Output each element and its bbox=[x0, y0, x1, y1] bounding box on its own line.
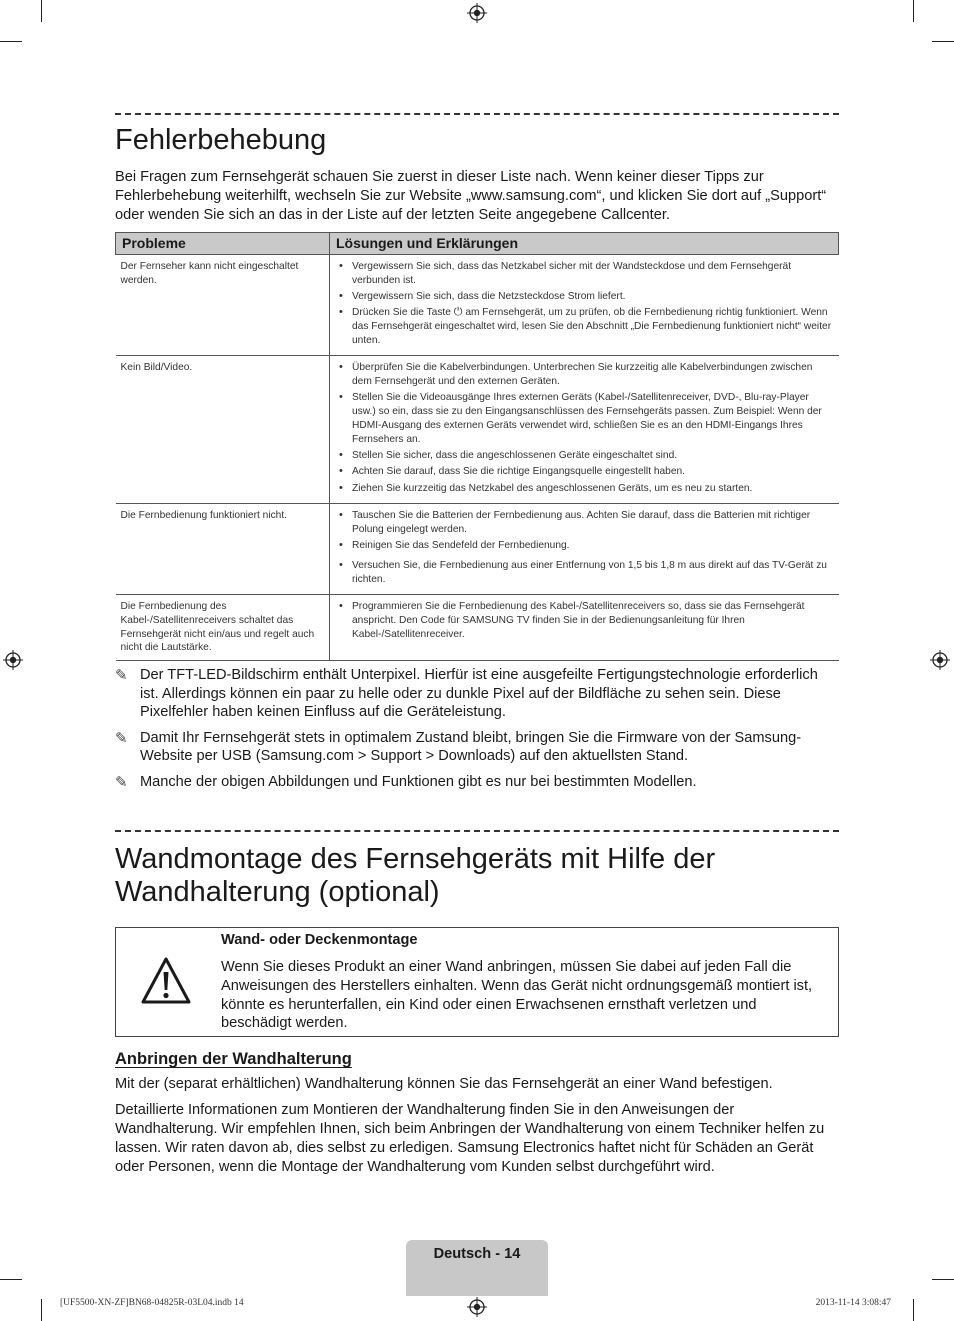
table-header-row bbox=[116, 233, 839, 255]
list-item: • Programmieren Sie die Fernbedienung des Kabel-/Satellitenreceivers so, dass sie das Fernsehgerät anspricht. Den Code für SAMSUNG TV finden Sie in der Bedienungsanleitung für Ihren Kabel-/Satellitenreceiver. bbox=[352, 600, 833, 641]
note-text: Manche der obigen Abbildungen und Funktionen gibt es nur bei bestimmten Modellen. bbox=[140, 773, 697, 790]
problem-cell: Kein Bild/Video. bbox=[116, 356, 330, 504]
list-item: • Versuchen Sie, die Fernbedienung aus einer Entfernung von 1,5 bis 1,8 m aus direkt auf das TV-Gerät zu richten. bbox=[352, 559, 833, 587]
registration-mark-icon bbox=[467, 1297, 487, 1317]
pencil-note-icon: ✎ bbox=[115, 773, 128, 791]
crop-mark bbox=[41, 0, 42, 22]
registration-mark-icon bbox=[930, 650, 950, 670]
registration-mark-icon bbox=[467, 3, 487, 23]
pencil-note-icon: ✎ bbox=[115, 729, 128, 747]
subheading-wall-mount: Anbringen der Wandhalterung bbox=[115, 1050, 352, 1068]
list-item bbox=[352, 306, 833, 347]
print-file-info: [UF5500-XN-ZF]BN68-04825R-03L04.indb 14 bbox=[60, 1298, 244, 1308]
list-item: • Achten Sie darauf, dass Sie die richtige Eingangsquelle eingestellt haben. bbox=[352, 465, 833, 479]
registration-mark-icon bbox=[3, 650, 23, 670]
page-number-tab bbox=[406, 1240, 548, 1296]
section-title-wall-mount bbox=[115, 843, 715, 909]
list-item: • Stellen Sie die Videoausgänge Ihres externen Geräts (Kabel-/Satellitenreceiver, DVD-, Blu-ray-Player usw.) so ein, dass sie zu den Eingangsanschlüssen des Fernsehgeräts passen. Zum Beispiel: Wenn der HDMI-Ausgang des externen Geräts verwendet wird, schließen Sie es an den HDMI-Eingangs Ihres Fernsehers an. bbox=[352, 391, 833, 446]
crop-mark bbox=[913, 1299, 914, 1321]
list-item: • Vergewissern Sie sich, dass die Netzsteckdose Strom liefert. bbox=[352, 290, 833, 304]
warning-box bbox=[115, 927, 839, 1037]
list-item: • Ziehen Sie kurzzeitig das Netzkabel des angeschlossenen Geräts, um es neu zu starten. bbox=[352, 482, 833, 496]
table-row bbox=[116, 255, 839, 356]
problem-cell: Der Fernseher kann nicht eingeschaltet werden. bbox=[116, 255, 330, 356]
body-paragraph: Detaillierte Informationen zum Montieren der Wandhalterung finden Sie in den Anweisungen der Wandhalterung. Wir empfehlen Ihnen, sich beim Anbringen der Wandhalterung von einem Techniker helfen zu lassen. Wir raten davon ab, dies selbst zu erledigen. Samsung Electronics haftet nicht für Schäden an Gerät oder Personen, wenn die Montage der Wandhalterung vom Kunden selbst durchgeführt wird. bbox=[115, 1102, 825, 1175]
intro-paragraph: Bei Fragen zum Fernsehgerät schauen Sie zuerst in dieser Liste nach. Wenn keiner dieser Tipps zur Fehlerbehebung weiterhilft, wechseln Sie zur Website „www.samsung.com“, und klicken Sie dort auf „Support“ oder wenden Sie sich an das in der Liste auf der letzten Seite angegebene Callcenter. bbox=[115, 169, 827, 223]
problem-cell: Die Fernbedienung des Kabel-/Satellitenreceivers schaltet das Fernsehgerät nicht ein/aus und regelt auch nicht die Lautstärke. bbox=[116, 594, 330, 660]
note-item bbox=[115, 773, 839, 792]
warning-title: Wand- oder Deckenmontage bbox=[221, 932, 418, 948]
section-title-line: Wandhalterung (optional) bbox=[115, 876, 440, 908]
warning-triangle-icon bbox=[140, 956, 192, 1006]
pencil-note-icon: ✎ bbox=[115, 667, 128, 684]
power-text-after: am Fernsehgerät, um zu prüfen, ob die Fernbedienung richtig funktioniert. bbox=[465, 307, 799, 319]
section-divider bbox=[115, 830, 839, 832]
table-row bbox=[116, 356, 839, 504]
warning-text: Wenn Sie dieses Produkt an einer Wand anbringen, müssen Sie dabei auf jeden Fall die Anweisungen des Herstellers einhalten. Wenn das Gerät nicht ordnungsgemäß montiert ist, könnte es herunterfallen, ein Kind oder einen Erwachsenen ernsthaft verletzen und beschädigt werden. bbox=[221, 959, 813, 1032]
note-item bbox=[115, 729, 839, 766]
column-header-problems: Probleme bbox=[116, 233, 330, 255]
notes-list bbox=[115, 666, 839, 799]
column-header-solutions: Lösungen und Erklärungen bbox=[330, 233, 839, 255]
list-item: • Überprüfen Sie die Kabelverbindungen. Unterbrechen Sie kurzzeitig alle Kabelverbindungen zwischen dem Fernsehgerät und den externen Geräten. bbox=[352, 361, 833, 389]
note-text: Der TFT-LED-Bildschirm enthält Unterpixel. Hierfür ist eine ausgefeilte Fertigungstechnologie erforderlich ist. Allerdings können ein paar zu helle oder zu dunkle Pixel auf der Bildfläche zu sehen sein. Diese Pixelfehler haben keinen Einfluss auf die Geräteleistung. bbox=[140, 667, 818, 721]
crop-mark bbox=[0, 1279, 22, 1280]
crop-mark bbox=[932, 41, 954, 42]
crop-mark bbox=[0, 41, 22, 42]
section-title-troubleshooting: Fehlerbehebung bbox=[115, 124, 327, 156]
crop-mark bbox=[913, 0, 914, 22]
solutions-cell bbox=[330, 255, 839, 356]
crop-mark bbox=[41, 1299, 42, 1321]
list-item: • Stellen Sie sicher, dass die angeschlossenen Geräte eingeschaltet sind. bbox=[352, 449, 833, 463]
section-title-line: Wandmontage des Fernsehgeräts mit Hilfe der bbox=[115, 843, 716, 875]
table-row bbox=[116, 503, 839, 594]
note-text: Damit Ihr Fernsehgerät stets in optimalem Zustand bleibt, bringen Sie die Firmware von der Samsung-Website per USB (Samsung.com > Support > Downloads) auf den aktuellsten Stand. bbox=[140, 729, 802, 765]
note-item bbox=[115, 666, 839, 722]
page-number: Deutsch - 14 bbox=[433, 1246, 521, 1262]
crop-mark bbox=[932, 1279, 954, 1280]
troubleshooting-table bbox=[115, 232, 839, 661]
power-text-before: Drücken Sie die Taste bbox=[352, 307, 451, 319]
power-button-icon: ⏻ bbox=[453, 306, 463, 319]
problem-cell: Die Fernbedienung funktioniert nicht. bbox=[116, 503, 330, 594]
list-item: • Reinigen Sie das Sendefeld der Fernbedienung. bbox=[352, 539, 833, 553]
power-text-cont: Wenn das Fernsehgerät eingeschaltet wird, lesen Sie den Abschnitt „Die Fernbedienung funktioniert nicht“ weiter unten. bbox=[352, 307, 832, 346]
list-item: • Tauschen Sie die Batterien der Fernbedienung aus. Achten Sie darauf, dass die Batterien mit richtiger Polung eingelegt werden. bbox=[352, 509, 833, 537]
solutions-cell bbox=[330, 356, 839, 504]
list-item: • Vergewissern Sie sich, dass das Netzkabel sicher mit der Wandsteckdose und dem Fernsehgerät verbunden ist. bbox=[352, 260, 833, 288]
print-timestamp: 2013-11-14 3:08:47 bbox=[815, 1298, 891, 1308]
body-paragraph: Mit der (separat erhältlichen) Wandhalterung können Sie das Fernsehgerät an einer Wand befestigen. bbox=[115, 1076, 773, 1092]
section-divider bbox=[115, 113, 839, 115]
solutions-cell bbox=[330, 503, 839, 594]
solutions-cell bbox=[330, 594, 839, 660]
table-row bbox=[116, 594, 839, 660]
